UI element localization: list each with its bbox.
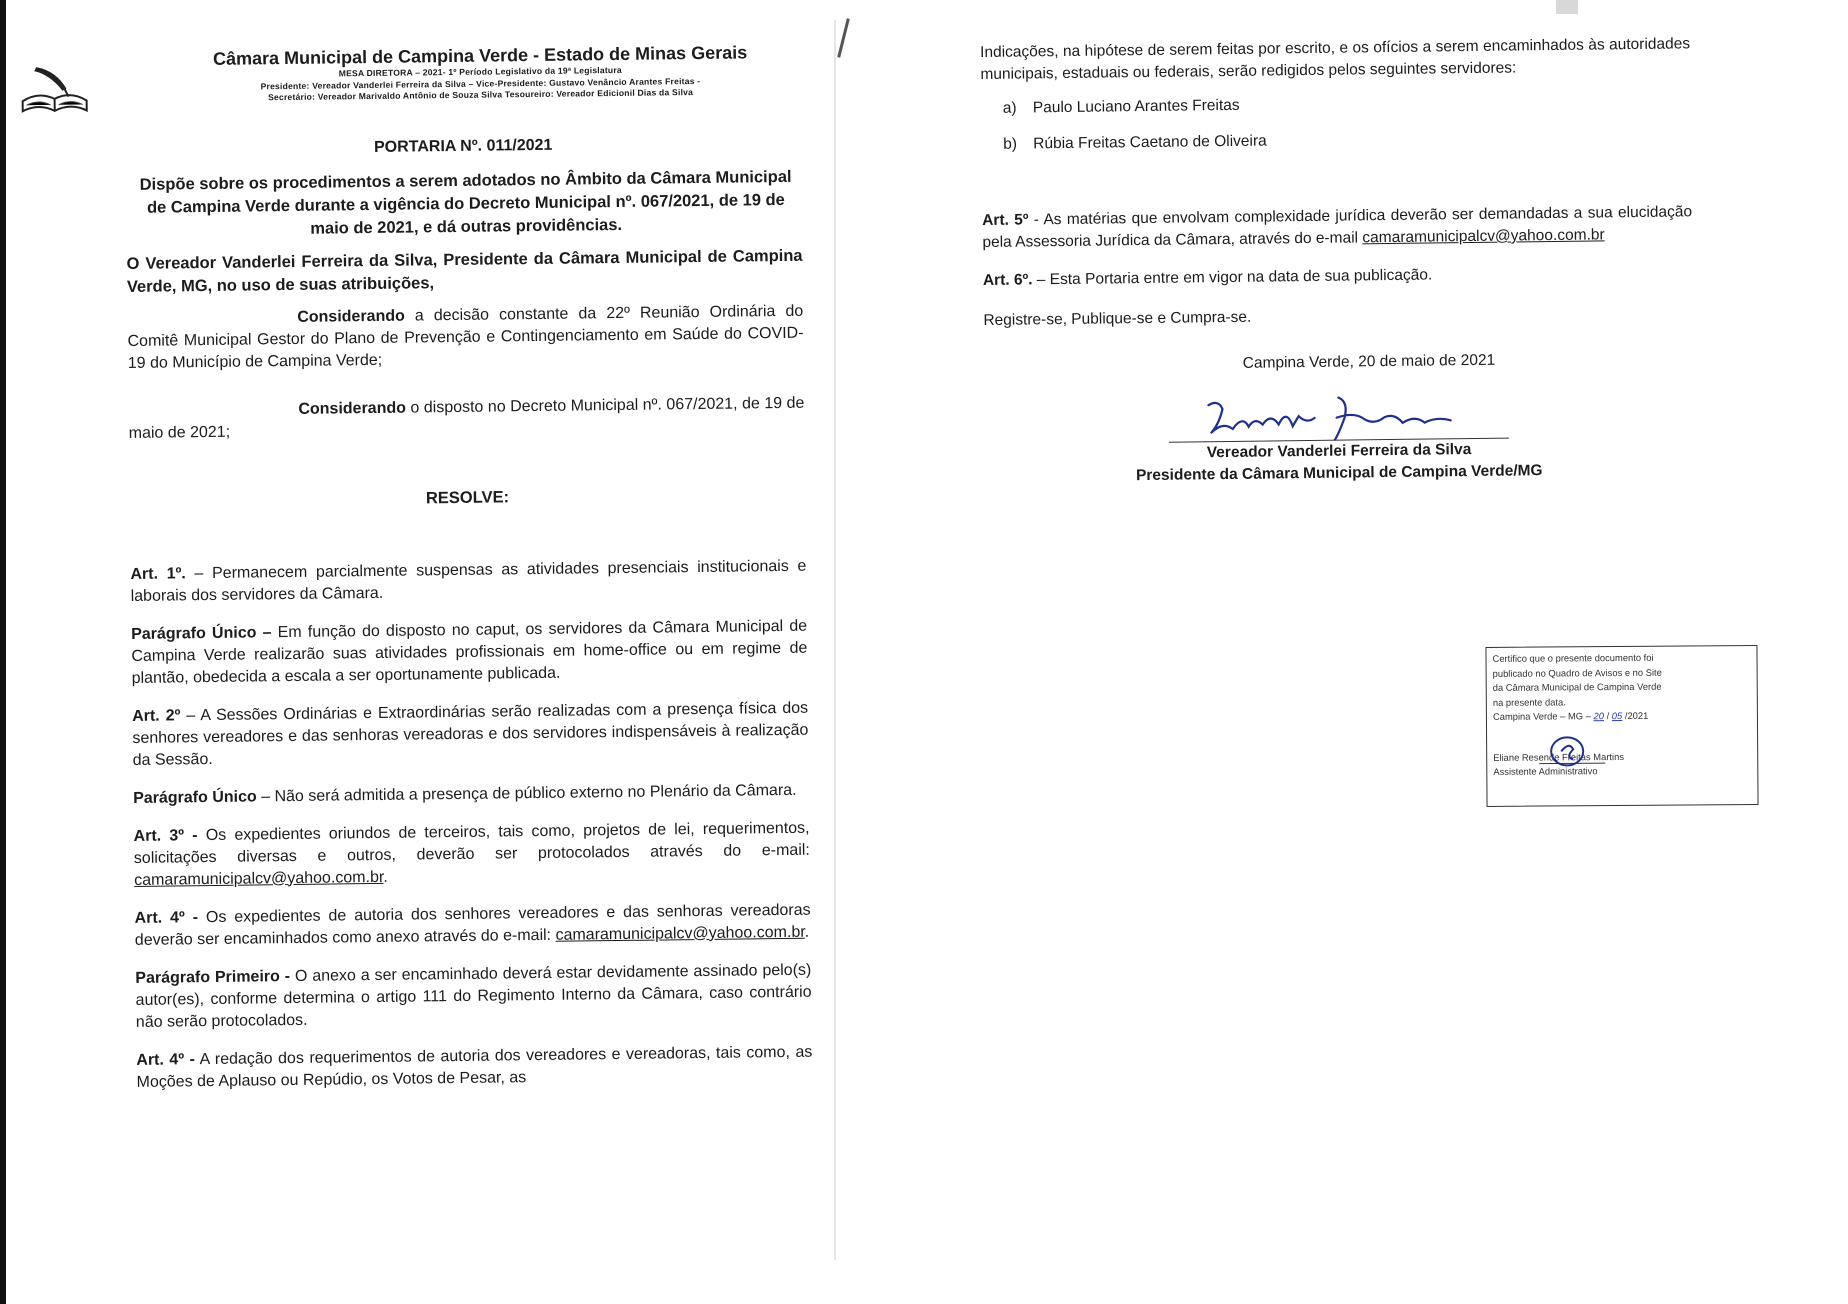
stamp-date-separator: / (1603, 710, 1612, 722)
article-label: Art. 5º (982, 211, 1029, 229)
stamp-date-year: /2021 (1622, 709, 1649, 721)
email-link[interactable]: camaramunicipalcv@yahoo.com.br (1362, 226, 1605, 247)
article-paragraph (132, 697, 809, 771)
article-label: Art. 3º - (133, 826, 198, 845)
article-paragraph (983, 261, 1693, 292)
considerando-paragraph (127, 300, 804, 374)
signature-block (984, 390, 1609, 489)
stamp-signer-role: Assistente Administrativo (1493, 765, 1598, 777)
servants-list (1003, 89, 1692, 155)
considerando-text: o disposto no Decreto Municipal nº. 067/2021, de 19 de maio de 2021; (128, 394, 805, 442)
letterhead-line: Secretário: Vereador Marivaldo Antônio de Souza Silva Tesoureiro: Vereador Edicionil Dias da Silva (267, 87, 694, 103)
article-paragraph (131, 615, 808, 689)
stamp-signature (1537, 733, 1607, 773)
list-item (1003, 89, 1691, 119)
closing-formula: Registre-se, Publique-se e Cumpra-se. (983, 308, 1252, 329)
email-link[interactable]: camaramunicipalcv@yahoo.com.br (555, 923, 805, 944)
stamp-date-line (1493, 708, 1751, 724)
article-label: Parágrafo Único – (131, 623, 272, 643)
intro-paragraph: O Vereador Vanderlei Ferreira da Silva, Presidente da Câmara Municipal de Campina Verde, MG, no uso de suas atribuições, (126, 246, 803, 296)
article-label: Parágrafo Primeiro - (135, 967, 291, 987)
stamp-date-day: 20 (1593, 710, 1604, 722)
article-label: Art. 4º - (134, 908, 199, 927)
article-paragraph (136, 1041, 812, 1093)
article-paragraph (133, 779, 809, 809)
stamp-line: na presente data. (1492, 695, 1566, 708)
article-text: . (383, 868, 388, 886)
list-item-text: Rúbia Freitas Caetano de Oliveira (1033, 132, 1267, 153)
article-paragraph (133, 817, 810, 891)
page-divider (834, 20, 836, 1260)
publication-certificate-stamp (1485, 645, 1758, 807)
list-item (1003, 125, 1691, 155)
article-label: Art. 1º. (130, 564, 186, 583)
letterhead (160, 42, 801, 105)
article-label: Art. 2º (132, 706, 181, 725)
signer-name: Vereador Vanderlei Ferreira da Silva (1206, 441, 1472, 462)
article-paragraph (134, 899, 810, 951)
article-label: Art. 4º - (136, 1050, 196, 1069)
stamp-line: Certifico que o presente documento foi (1492, 651, 1654, 664)
article-text: . (804, 923, 810, 941)
article-text: – A Sessões Ordinárias e Extraordinárias serão realizadas com a presença física dos senhores vereadores e das senhoras vereadoras e dos servidores indispensáveis à realização da Sessão. (132, 699, 809, 769)
letterhead-line: MESA DIRETORA – 2021- 1º Período Legislativo da 19ª Legislatura (338, 64, 622, 79)
considerando-label: Considerando (297, 307, 405, 326)
article-text: – Não será admitida a presença de público externo no Plenário da Câmara. (256, 781, 797, 805)
considerando-paragraph (128, 392, 804, 444)
signer-role: Presidente da Câmara Municipal de Campina Verde/MG (1135, 462, 1543, 485)
stamp-date-prefix: Campina Verde – MG – (1492, 710, 1594, 722)
document-summary: Dispõe sobre os procedimentos a serem adotados no Âmbito da Câmara Municipal de Campina Verde durante a vigência do Decreto Municipal nº. 067/2021, de 19 de maio de 2021, e dá outras providências. (139, 167, 792, 238)
email-link[interactable]: camaramunicipalcv@yahoo.com.br (134, 868, 384, 889)
article-text: O anexo a ser encaminhado deverá estar devidamente assinado pelo(s) autor(es), conforme determina o artigo 111 do Regimento Interno da Câmara, caso contrário não serão protocolados. (135, 961, 812, 1031)
article-text: - As matérias que envolvam complexidade jurídica deverão ser demandadas a sua elucidação pela Assessoria Jurídica da Câmara, através do e-mail (982, 203, 1693, 251)
scan-mark (837, 18, 850, 58)
right-page (980, 33, 1695, 489)
left-page (124, 42, 813, 1110)
letterhead-title: Câmara Municipal de Campina Verde - Estado de Minas Gerais (212, 42, 748, 69)
continuation-paragraph: Indicações, na hipótese de serem feitas por escrito, e os ofícios a serem encaminhados às autoridades municipais, estaduais ou federais, serão redigidos pelos seguintes servidores: (980, 35, 1691, 83)
article-label: Parágrafo Único (133, 787, 257, 807)
article-paragraph (135, 959, 812, 1033)
list-marker: b) (1003, 135, 1018, 153)
stamp-date-month: 05 (1611, 709, 1623, 722)
article-text: – Esta Portaria entre em vigor na data de sua publicação. (1032, 266, 1433, 289)
resolve-heading: RESOLVE: (425, 487, 510, 507)
article-paragraph (130, 555, 806, 607)
article-label: Art. 6º. (982, 271, 1033, 289)
scan-edge (0, 0, 6, 1304)
document-number: PORTARIA Nº. 011/2021 (373, 136, 553, 156)
stamp-signer: Eliane Resende Freitas Martins (1493, 750, 1625, 763)
article-text: – Permanecem parcialmente suspensas as atividades presenciais institucionais e laborais dos servidores da Câmara. (130, 557, 807, 605)
considerando-label: Considerando (298, 399, 407, 418)
list-item-text: Paulo Luciano Arantes Freitas (1032, 96, 1240, 117)
place-date: Campina Verde, 20 de maio de 2021 (1242, 351, 1496, 372)
book-quill-icon (16, 60, 93, 121)
stamp-line: publicado no Quadro de Avisos e no Site (1492, 666, 1662, 679)
article-paragraph (982, 201, 1692, 254)
article-text: A redação dos requerimentos de autoria dos vereadores e vereadoras, tais como, as Moções de Aplauso ou Repúdio, os Votos de Pesar, as (136, 1043, 813, 1091)
article-text: Em função do disposto no caput, os servidores da Câmara Municipal de Campina Verde realizarão suas atividades profissionais em home-office ou em regime de plantão, obedecida a escala a ser oportunamente publicada. (131, 617, 808, 687)
article-text: Os expedientes oriundos de terceiros, tais como, projetos de lei, requerimentos, solicitações diversas e outros, deverão ser protocolados através do e-mail: (133, 819, 810, 867)
article-text: Os expedientes de autoria dos senhores vereadores e das senhoras vereadoras deverão ser encaminhados como anexo através do e-mail: (134, 901, 811, 949)
considerando-text: a decisão constante da 22º Reunião Ordinária do Comitê Municipal Gestor do Plano de Prevenção e Contingenciamento em Saúde do COVID-19 do Município de Campina Verde; (127, 302, 804, 372)
letterhead-line: Presidente: Vereador Vanderlei Ferreira da Silva – Vice-Presidente: Gustavo Venâncio Arantes Freitas - (260, 75, 701, 91)
list-marker: a) (1002, 99, 1017, 117)
scan-smudge (1556, 0, 1578, 14)
stamp-line: da Câmara Municipal de Campina Verde (1492, 680, 1662, 693)
